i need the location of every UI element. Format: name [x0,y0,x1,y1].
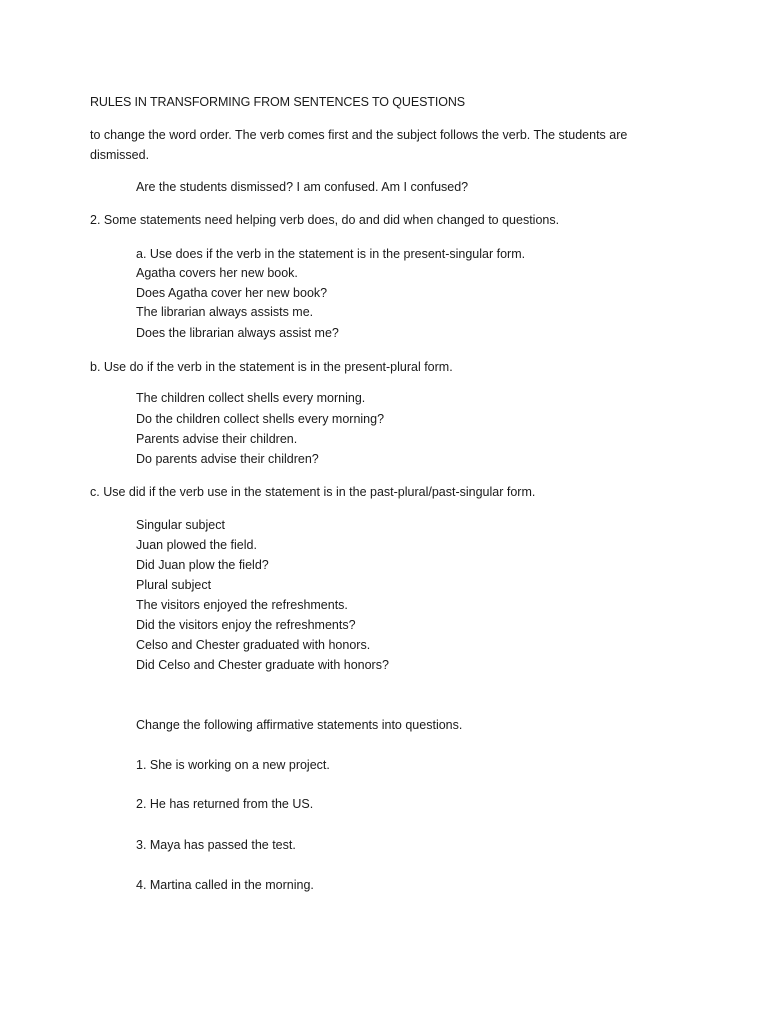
rule-c-example: Did Celso and Chester graduate with honors? [136,658,389,672]
intro-line-1: to change the word order. The verb comes first and the subject follows the verb. The students are [90,128,628,142]
exercise-instruction: Change the following affirmative statements into questions. [136,718,463,732]
rule-b-heading: b. Use do if the verb in the statement is in the present-plural form. [90,360,453,374]
rule-b-example: The children collect shells every morning. [136,391,366,405]
rule-b-example: Parents advise their children. [136,432,298,446]
rule-c-example: Plural subject [136,578,212,592]
rule-a-heading: a. Use does if the verb in the statement is in the present-singular form. [136,247,526,261]
rule-a-example: Does the librarian always assist me? [136,326,339,340]
exercise-item: 1. She is working on a new project. [136,758,330,772]
rule-2-heading: 2. Some statements need helping verb does, do and did when changed to questions. [90,213,560,227]
rule-b-example: Do parents advise their children? [136,452,319,466]
rule-c-example: Juan plowed the field. [136,538,257,552]
rule-c-example: Celso and Chester graduated with honors. [136,638,371,652]
rule-a-example: Agatha covers her new book. [136,266,298,280]
rule-b-example: Do the children collect shells every morning? [136,412,385,426]
rule-c-example: Singular subject [136,518,225,532]
intro-line-2: dismissed. [90,148,150,162]
rule-c-example: Did the visitors enjoy the refreshments? [136,618,356,632]
intro-example: Are the students dismissed? I am confused. Am I confused? [136,180,469,194]
rule-a-example: The librarian always assists me. [136,305,314,319]
rule-c-heading: c. Use did if the verb use in the statement is in the past-plural/past-singular form. [90,485,536,499]
rule-a-example: Does Agatha cover her new book? [136,286,328,300]
document-title: RULES IN TRANSFORMING FROM SENTENCES TO QUESTIONS [90,95,466,109]
rule-c-example: The visitors enjoyed the refreshments. [136,598,348,612]
exercise-item: 2. He has returned from the US. [136,797,314,811]
exercise-item: 4. Martina called in the morning. [136,878,314,892]
rule-c-example: Did Juan plow the field? [136,558,269,572]
exercise-item: 3. Maya has passed the test. [136,838,296,852]
